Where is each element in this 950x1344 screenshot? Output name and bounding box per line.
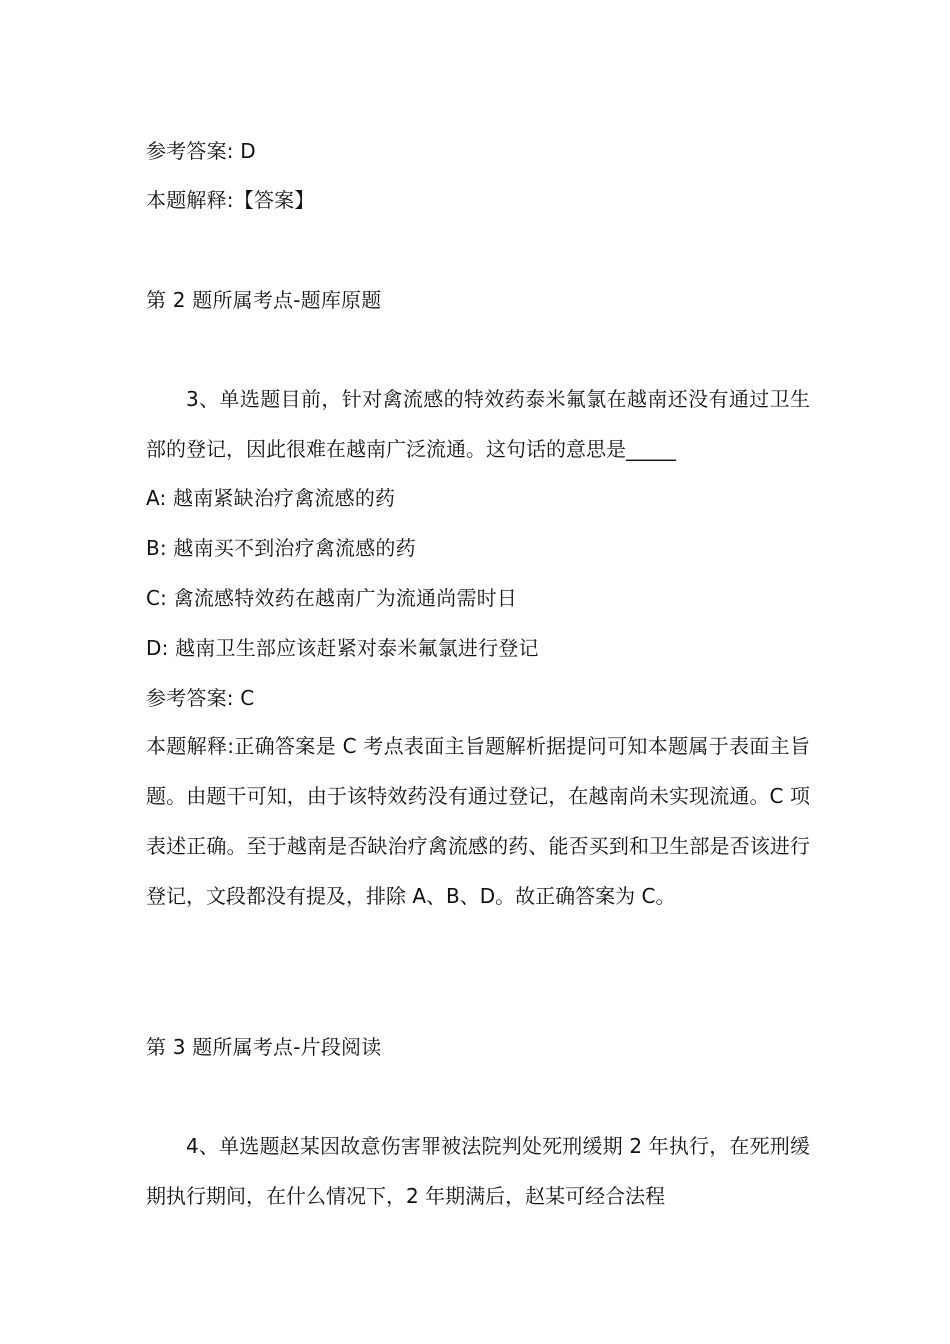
question-4-stem: 4、单选题赵某因故意伤害罪被法院判处死刑缓期 2 年执行，在死刑缓期执行期间，在什么情况下，2 年期满后，赵某可经合法程: [146, 1134, 810, 1208]
question-3-stem: 3、单选题目前，针对禽流感的特效药泰米氟氯在越南还没有通过卫生部的登记，因此很难在越南广泛流通。这句话的意思是_____: [146, 387, 810, 461]
answer-q2: 参考答案: D: [146, 139, 256, 163]
option-d: D: 越南卫生部应该赶紧对泰米氟氯进行登记: [146, 636, 539, 660]
option-b: B: 越南买不到治疗禽流感的药: [146, 536, 416, 560]
option-a: A: 越南紧缺治疗禽流感的药: [146, 486, 396, 510]
answer-q3: 参考答案: C: [146, 686, 255, 710]
topic-heading-q2: 第 2 题所属考点-题库原题: [146, 288, 382, 312]
option-c: C: 禽流感特效药在越南广为流通尚需时日: [146, 586, 518, 610]
topic-heading-q3: 第 3 题所属考点-片段阅读: [146, 1035, 382, 1059]
explanation-q2: 本题解释:【答案】: [146, 188, 315, 212]
explanation-q3: 本题解释:正确答案是 C 考点表面主旨题解析据提问可知本题属于表面主旨题。由题干可知，由于该特效药没有通过登记，在越南尚未实现流通。C 项表述正确。至于越南是否缺治疗禽流感的药、能否买到和卫生部是否该进行登记，文段都没有提及，排除 A、B、D。故正确答案为 C。: [146, 734, 810, 908]
